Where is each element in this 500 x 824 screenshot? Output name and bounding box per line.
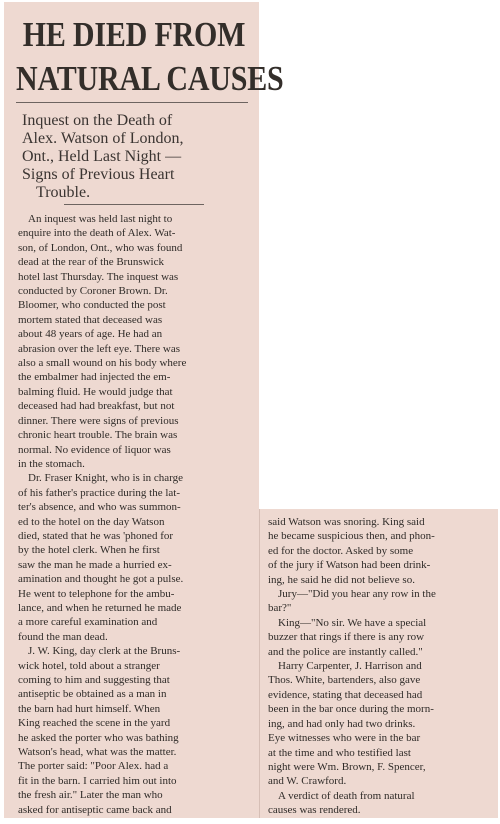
text-line: He went to telephone for the ambu- [18, 587, 175, 600]
text-line: of his father's practice during the lat- [18, 486, 181, 499]
text-line: of the jury if Watson had been drink- [268, 559, 431, 572]
text-line: son, of London, Ont., who was found [18, 241, 183, 254]
text-line: night were Wm. Brown, F. Spencer, [268, 760, 426, 773]
text-line: buzzer that rings if there is any row [268, 631, 425, 644]
text-line: The porter said: "Poor Alex. had a [18, 760, 169, 773]
text-line: evidence, stating that deceased had [268, 688, 423, 701]
text-line: found the man dead. [18, 630, 108, 643]
text-line: Watson's head, what was the matter. [18, 746, 177, 759]
headline-line: NATURAL CAUSES [16, 60, 284, 98]
text-line: conducted by Coroner Brown. Dr. [18, 285, 168, 298]
text-line: An inquest was held last night to [28, 213, 173, 225]
text-line: Harry Carpenter, J. Harrison and [278, 660, 422, 673]
headline-rule [16, 102, 248, 103]
text-line: in the stomach. [18, 457, 85, 470]
text-line: Jury—"Did you hear any row in the [278, 588, 436, 601]
text-line: about 48 years of age. He had an [18, 328, 163, 341]
text-line: by the hotel clerk. When he first [18, 544, 160, 557]
text-line: bar?" [268, 602, 292, 615]
text-line: the embalmer had injected the em- [18, 371, 171, 384]
text-line: ing, he said he did not believe so. [268, 573, 415, 586]
text-line: hotel last Thursday. The inquest was [18, 270, 179, 283]
text-line: causes was rendered. [268, 804, 361, 817]
text-line: normal. No evidence of liquor was [18, 443, 171, 456]
text-line: Eye witnesses who were in the bar [268, 732, 421, 745]
text-line: been in the bar once during the morn- [268, 703, 434, 716]
headline [16, 14, 284, 101]
text-line: died, stated that he was 'phoned for [18, 529, 174, 542]
text-line: he asked the porter who was bathing [18, 731, 179, 744]
subheadline-line: Signs of Previous Heart [22, 166, 175, 183]
text-line: and W. Crawford. [268, 775, 347, 788]
subheadline [22, 112, 250, 202]
text-line: he became suspicious then, and phon- [268, 530, 435, 543]
text-line: the barn had hurt himself. When [18, 702, 161, 715]
subheadline-line: Trouble. [36, 184, 91, 201]
clipping-left-column [4, 2, 284, 818]
text-line: J. W. King, day clerk at the Bruns- [28, 645, 181, 658]
text-line: lance, and when he returned he made [18, 601, 182, 614]
section-divider [64, 204, 204, 205]
text-line: a more careful examination and [18, 616, 158, 629]
text-line: wick hotel, told about a stranger [18, 659, 160, 672]
text-line: Thos. White, bartenders, also gave [268, 674, 421, 687]
text-line: also a small wound on his body where [18, 357, 187, 370]
text-line: deceased had had breakfast, but not [18, 400, 175, 413]
right-column-body [268, 515, 496, 818]
text-line: King—"No sir. We have a special [278, 616, 427, 629]
text-line: ed for the doctor. Asked by some [268, 544, 414, 557]
text-line: ed to the hotel on the day Watson [18, 515, 165, 528]
text-line: King reached the scene in the yard [18, 717, 171, 730]
text-line: dead at the rear of the Brunswick [18, 256, 164, 269]
text-line: ter's absence, and who was summon- [18, 501, 181, 514]
text-line: chronic heart trouble. The brain was [18, 429, 178, 442]
text-line: amination and thought he got a pulse. [18, 573, 184, 586]
left-column-body [18, 212, 254, 817]
subheadline-line: Ont., Held Last Night — [22, 148, 182, 165]
text-line: abrasion over the left eye. There was [18, 342, 180, 355]
text-line: enquire into the death of Alex. Wat- [18, 227, 176, 240]
text-line: dinner. There were signs of previous [18, 414, 179, 427]
text-line: Bloomer, who conducted the post [18, 299, 166, 312]
subheadline-line: Alex. Watson of London, [22, 130, 184, 147]
text-line: asked for antiseptic came back and [18, 803, 172, 816]
text-line: said Watson was snoring. King said [268, 516, 425, 528]
text-line: antiseptic be obtained as a man in [18, 688, 167, 701]
text-line: balming fluid. He would judge that [18, 385, 173, 398]
text-line: Dr. Fraser Knight, who is in charge [28, 472, 183, 485]
text-line: A verdict of death from natural [278, 789, 415, 802]
subheadline-line: Inquest on the Death of [22, 112, 173, 129]
text-line: coming to him and suggesting that [18, 674, 170, 686]
text-line: saw the man he made a hurried ex- [18, 558, 172, 571]
clipping-right-column [259, 509, 498, 818]
text-line: the fresh air." Later the man who [18, 789, 163, 802]
text-line: and the police are instantly called." [268, 645, 423, 658]
text-line: at the time and who testified last [268, 746, 411, 759]
text-line: fit in the barn. I carried him out into [18, 774, 177, 787]
text-line: ing, and had only had two drinks. [268, 717, 416, 730]
headline-line: HE DIED FROM [22, 16, 246, 55]
text-line: mortem stated that deceased was [18, 313, 163, 326]
